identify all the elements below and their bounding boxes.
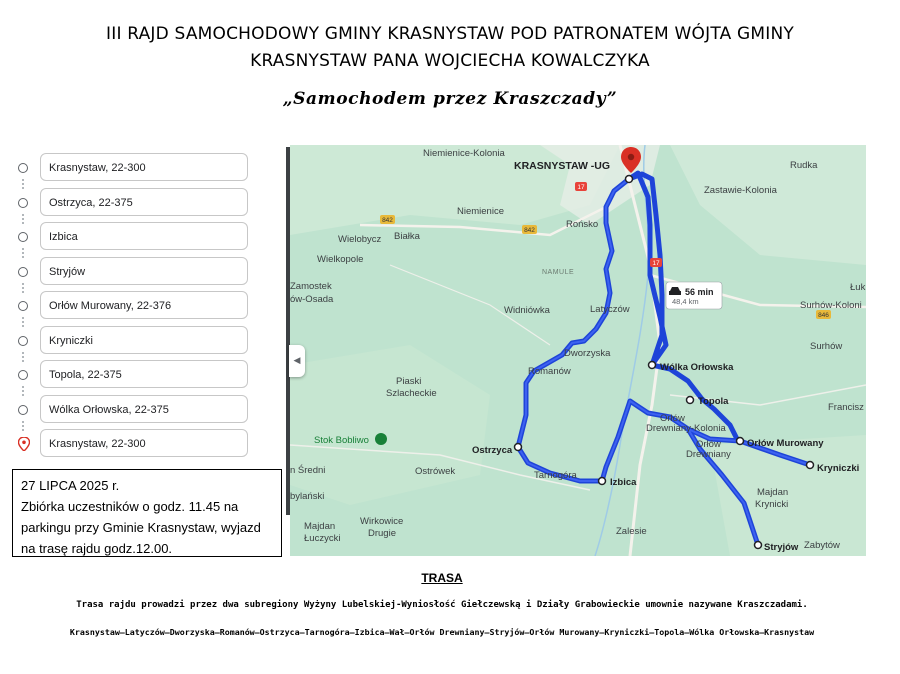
map-label: Surhów	[810, 341, 843, 352]
chevron-left-icon: ◀	[293, 356, 301, 366]
map-label: Rudka	[790, 160, 818, 171]
map-label: Majdan	[304, 521, 336, 532]
page-title-line-2: KRASNYSTAW PANA WOJCIECHA KOWALCZYKA	[250, 51, 650, 71]
map-label: Widniówka	[504, 305, 550, 316]
route-summary-box[interactable]	[666, 282, 722, 309]
map-label: Majdan	[757, 487, 789, 498]
map-label: Stryjów	[764, 542, 799, 553]
map-label: NAMULE	[542, 269, 575, 276]
map-label: Zabytów	[804, 540, 840, 551]
waypoint-row	[8, 395, 290, 425]
map-label: Kryniczki	[817, 463, 860, 474]
map-label: Drewniany-Kolonia	[646, 423, 726, 434]
waypoint-circle-icon	[18, 198, 28, 208]
route-duration: 56 min	[685, 287, 714, 297]
route-list: Krasnystaw–Latyczów–Dworzyska–Romanów–Ostrzyca–Tarnogóra–Izbica–Wał–Orłów Drewniany–Stryjów–Orłów Murowany–Kryniczki–Topola–Wólka Orłowska–Krasnystaw	[69, 627, 815, 637]
map-label: Drugie	[368, 528, 396, 539]
map-label: Ostrzyca	[472, 445, 513, 456]
map-label: Łuczycki	[304, 533, 341, 544]
road-number: 842	[524, 227, 535, 234]
map-label: Wielkopole	[317, 254, 364, 265]
page-title-line-1: III RAJD SAMOCHODOWY GMINY KRASNYSTAW POD PATRONATEM WÓJTA GMINY	[106, 24, 794, 44]
map-label: Izbica	[610, 477, 637, 488]
waypoint-row	[8, 326, 290, 356]
event-info-line: na trasę rajdu godz.12.00.	[21, 541, 173, 556]
route-map[interactable]	[290, 145, 866, 556]
map-label: n Średni	[290, 465, 326, 476]
waypoint-input[interactable]: Ostrzyca, 22-375	[40, 188, 248, 216]
map-label: Białka	[394, 231, 420, 242]
map-label: Rońsko	[566, 219, 599, 230]
waypoint-input[interactable]: Kryniczki	[40, 326, 248, 354]
waypoint-circle-icon	[18, 232, 28, 242]
waypoint-input[interactable]: Stryjów	[40, 257, 248, 285]
map-label: Drewniany	[686, 449, 731, 460]
waypoint-input[interactable]: Wólka Orłowska, 22-375	[40, 395, 248, 423]
waypoint-circle-icon	[18, 370, 28, 380]
waypoint-circle-icon	[18, 267, 28, 277]
map-label: Niemienice-Kolonia	[423, 148, 505, 159]
map-label: Zalesie	[616, 526, 647, 537]
destination-pin-icon	[18, 437, 30, 451]
event-date: 27 LIPCA 2025 r.	[21, 478, 120, 493]
map-label: ów-Osada	[290, 294, 334, 305]
waypoint-row	[8, 429, 290, 459]
map-label: Romanów	[528, 366, 571, 377]
map-label: Wielobycz	[338, 234, 382, 245]
waypoint-dot[interactable]	[515, 444, 522, 451]
road-number: 17	[652, 260, 660, 267]
map-label: Zastawie-Kolonia	[704, 185, 777, 196]
waypoint-input[interactable]: Orłów Murowany, 22-376	[40, 291, 248, 319]
road-number: 846	[818, 312, 829, 319]
waypoint-row	[8, 291, 290, 321]
waypoint-circle-icon	[18, 405, 28, 415]
event-info-line: Zbiórka uczestników o godz. 11.45 na	[21, 499, 239, 514]
collapse-panel-button[interactable]	[289, 345, 305, 377]
waypoint-dot[interactable]	[649, 362, 656, 369]
waypoint-dot[interactable]	[599, 478, 606, 485]
map-label: Surhów-Koloni	[800, 300, 862, 311]
waypoint-circle-icon	[18, 163, 28, 173]
map-label: Krynicki	[755, 499, 789, 510]
poi-icon[interactable]	[375, 433, 387, 445]
map-label: Łuk	[850, 282, 866, 293]
waypoint-row	[8, 188, 290, 218]
waypoint-row	[8, 153, 290, 183]
map-label: Dworzyska	[564, 348, 611, 359]
map-label: Wólka Orłowska	[660, 362, 734, 373]
road-number: 842	[382, 217, 393, 224]
road-number: 17	[577, 184, 585, 191]
route-heading: TRASA	[421, 571, 463, 585]
waypoint-row	[8, 360, 290, 390]
waypoints-panel	[8, 147, 290, 467]
waypoint-row	[8, 222, 290, 252]
map-label: Latyczów	[590, 304, 630, 315]
map-label: Tarnogóra	[534, 470, 577, 481]
waypoint-row	[8, 257, 290, 287]
route-description: Trasa rajdu prowadzi przez dwa subregiony Wyżyny Lubelskiej-Wyniosłość Giełczewską i Działy Grabowieckie umownie nazywane Kraszczadami.	[76, 600, 808, 610]
map-label: Szlacheckie	[386, 388, 437, 399]
waypoint-circle-icon	[18, 301, 28, 311]
map-label: Orłów Murowany	[747, 438, 824, 449]
waypoint-input[interactable]: Izbica	[40, 222, 248, 250]
map-label: Francisz	[828, 402, 864, 413]
map-label: Topola	[698, 396, 729, 407]
map-label: Niemienice	[457, 206, 504, 217]
map-label: Wirkowice	[360, 516, 404, 527]
event-info-line: parkingu przy Gminie Krasnystaw, wyjazd	[21, 520, 261, 535]
event-info-box	[12, 469, 282, 557]
waypoint-input[interactable]: Krasnystaw, 22-300	[40, 429, 248, 457]
waypoint-dot[interactable]	[737, 438, 744, 445]
map-canvas	[290, 145, 866, 556]
map-label: Zamostek	[290, 281, 332, 292]
waypoint-circle-icon	[18, 336, 28, 346]
map-label: bylański	[290, 491, 325, 502]
waypoint-input[interactable]: Topola, 22-375	[40, 360, 248, 388]
waypoint-dot[interactable]	[626, 176, 633, 183]
waypoint-dot[interactable]	[755, 542, 762, 549]
map-label: Orłów	[660, 413, 685, 424]
route-distance: 48,4 km	[672, 297, 699, 306]
map-label: Stok Bobliwo	[314, 435, 369, 446]
map-label: Piaski	[396, 376, 422, 387]
start-label: KRASNYSTAW -UG	[514, 160, 611, 172]
page-subtitle: „Samochodem przez Kraszczady”	[282, 89, 618, 109]
waypoint-dot[interactable]	[807, 462, 814, 469]
map-label: Orłów	[696, 439, 721, 450]
waypoint-dot[interactable]	[687, 397, 694, 404]
waypoint-input[interactable]: Krasnystaw, 22-300	[40, 153, 248, 181]
map-label: Ostrówek	[415, 466, 456, 477]
